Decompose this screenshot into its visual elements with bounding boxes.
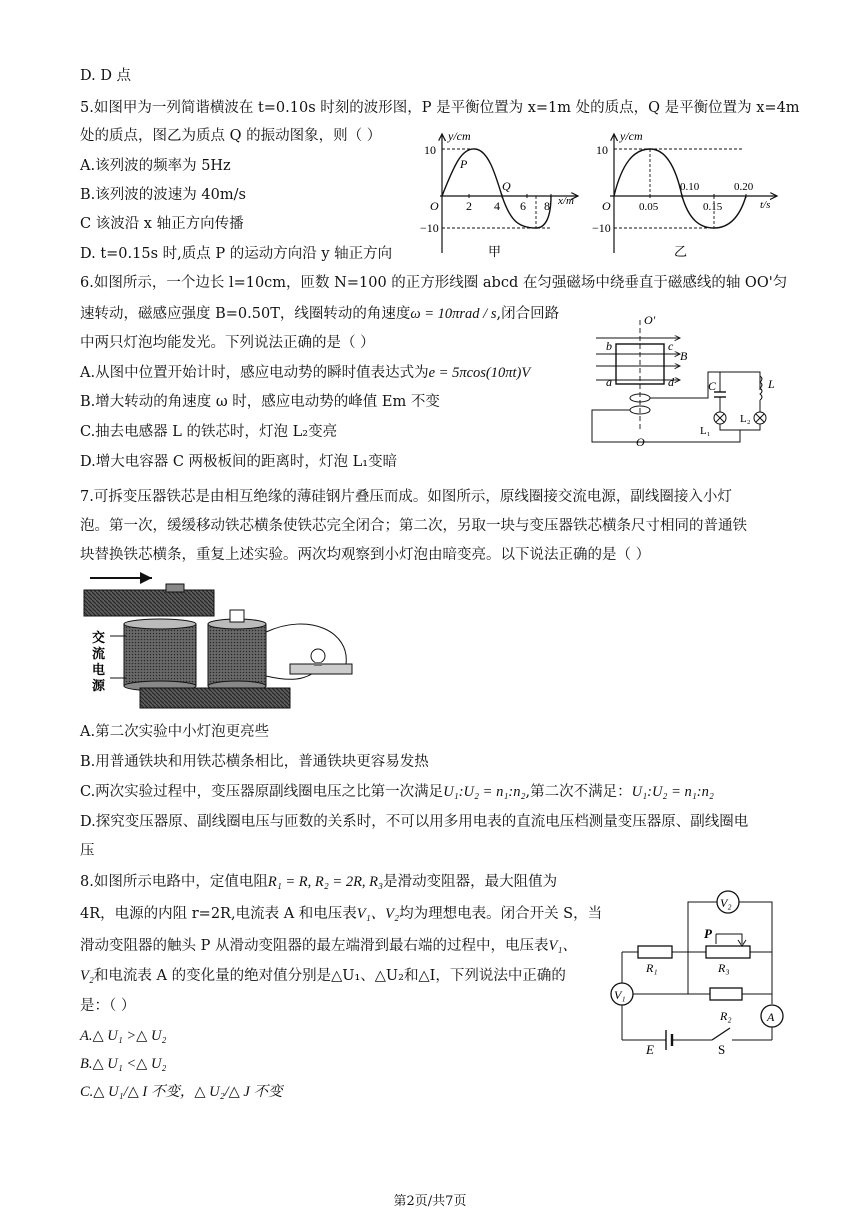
r2-label: R₂ <box>720 1009 732 1023</box>
battery-e-label: E <box>646 1042 654 1055</box>
ac-source-label-4: 源 <box>92 678 106 693</box>
lamp1-label: L₁ <box>700 425 711 437</box>
ac-source-label-2: 流 <box>92 646 106 661</box>
wave-tick-8: 8 <box>544 199 550 213</box>
voltmeter-v1-label: V₁ <box>614 988 626 1002</box>
q5-stem-line2: 处的质点，图乙为质点 Q 的振动图象，则（ ） <box>80 128 382 144</box>
vib-origin: O <box>602 199 611 213</box>
vib-y-min: −10 <box>592 221 611 235</box>
q7-option-b: B.用普通铁块和用铁芯横条相比，普通铁块更容易发热 <box>80 754 429 770</box>
q6-option-a: A.从图中位置开始计时，感应电动势的瞬时值表达式为e = 5πcos(10πt)V <box>80 365 531 381</box>
wave-y-axis-label: y/cm <box>448 129 471 143</box>
q7-option-c: C.两次实验过程中，变压器原副线圈电压之比第一次满足U₁:U₂ = n₁:n₂,第二次不满足：U₁:U₂ = n₁:n₂ <box>80 784 714 800</box>
vib-caption: 乙 <box>674 244 688 259</box>
wave-origin: O <box>430 199 439 213</box>
q5-option-a: A.该列波的频率为 5Hz <box>80 158 231 174</box>
switch-s-label: S <box>718 1042 726 1055</box>
q6-stem-line1: 6.如图所示，一个边长 l=10cm，匝数 N=100 的正方形线圈 abcd 在匀强磁场中绕垂直于磁感线的轴 OO'匀 <box>80 275 788 291</box>
q7-stem-line1: 7.可拆变压器铁芯是由相互绝缘的薄硅钢片叠压而成。如图所示，原线圈接交流电源，副线圈接入小灯 <box>80 489 732 505</box>
vib-tick-005: 0.05 <box>639 201 659 213</box>
vib-tick-010: 0.10 <box>680 181 700 193</box>
q5-option-d: D. t=0.15s 时,质点 P 的运动方向沿 y 轴正方向 <box>80 246 393 262</box>
q8-stem-line2: 4R，电源的内阻 r=2R,电流表 A 和电压表V₁、V₂均为理想电表。闭合开关 S，当 <box>80 906 603 922</box>
wave-x-axis-label: x/m <box>558 195 574 207</box>
axis-o-prime-label: O' <box>644 313 656 327</box>
emf-formula: e = 5πcos(10πt)V <box>428 365 531 381</box>
q6-option-b: B.增大转动的角速度 ω 时，感应电动势的峰值 Em 不变 <box>80 394 440 410</box>
q5-option-c: C 该波沿 x 轴正方向传播 <box>80 216 244 232</box>
q8-option-c: C.△ U₁/△ I 不变，△ U₂/△ J 不变 <box>80 1084 283 1100</box>
wave-graph-figure <box>420 128 585 263</box>
q8-circuit-figure <box>608 880 808 1055</box>
coil-d-label: d <box>668 375 674 389</box>
transformer-figure <box>80 572 370 712</box>
field-b-label: B <box>680 349 688 363</box>
capacitor-label: C <box>708 379 717 393</box>
lamp2-label: L₂ <box>740 413 751 425</box>
wave-y-max: 10 <box>424 143 436 157</box>
vibration-graph-figure <box>592 128 782 263</box>
ac-source-label-1: 交 <box>92 630 106 645</box>
inductor-label: L <box>768 377 775 391</box>
wave-y-min: −10 <box>420 221 439 235</box>
q7-stem-line2: 泡。第一次，缓缓移动铁芯横条使铁芯完全闭合；第二次，另取一块与变压器铁芯横条尺寸相同的普通铁 <box>80 518 747 534</box>
q8-stem-line1: 8.如图所示电路中，定值电阻R₁ = R, R₂ = 2R, R₃是滑动变阻器，最大阻值为 <box>80 874 558 890</box>
slider-p-label: P <box>704 926 712 941</box>
q6-option-d: D.增大电容器 C 两极板间的距离时，灯泡 L₁变暗 <box>80 454 398 470</box>
wave-caption: 甲 <box>488 244 502 259</box>
q4-option-d: D. D 点 <box>80 68 132 84</box>
r3-label: R₃ <box>718 961 730 975</box>
coil-a-label: a <box>606 375 612 389</box>
vib-y-max: 10 <box>596 143 608 157</box>
q8-stem-line5: 是：（ ） <box>80 998 136 1014</box>
point-p-label: P <box>460 157 468 171</box>
q8-stem-line4: V₂和电流表 A 的变化量的绝对值分别是△U₁、△U₂和△I，下列说法中正确的 <box>80 968 566 984</box>
r1-label: R₁ <box>646 961 658 975</box>
q7-option-a: A.第二次实验中小灯泡更亮些 <box>80 724 270 740</box>
q8-stem-line3: 滑动变阻器的触头 P 从滑动变阻器的最左端滑到最右端的过程中，电压表V₁、 <box>80 938 577 954</box>
omega-formula: ω = 10πrad / s <box>410 306 497 322</box>
wave-tick-6: 6 <box>520 199 526 213</box>
vib-tick-015: 0.15 <box>703 201 723 213</box>
coil-b-label: b <box>606 339 612 353</box>
wave-tick-2: 2 <box>466 199 472 213</box>
page-footer: 第2页/共7页 <box>393 1194 467 1209</box>
q5-stem-line1: 5.如图甲为一列简谐横波在 t=0.10s 时刻的波形图，P 是平衡位置为 x=1m 处的质点，Q 是平衡位置为 x=4m <box>80 100 800 116</box>
q7-stem-line3: 块替换铁芯横条，重复上述实验。两次均观察到小灯泡由暗变亮。以下说法正确的是（ ） <box>80 547 651 563</box>
point-q-label: Q <box>502 179 511 193</box>
q8-option-a: A.△ U₁ >△ U₂ <box>80 1028 167 1044</box>
generator-circuit-figure <box>588 310 788 450</box>
q6-option-c: C.抽去电感器 L 的铁芯时，灯泡 L₂变亮 <box>80 424 338 440</box>
vib-tick-020: 0.20 <box>734 181 754 193</box>
q8-option-b: B.△ U₁ <△ U₂ <box>80 1056 167 1072</box>
q7-option-d-line2: 压 <box>80 843 95 859</box>
vib-x-axis-label: t/s <box>760 199 771 211</box>
q6-stem-line2: 速转动，磁感应强度 B=0.50T，线圈转动的角速度ω = 10πrad / s,闭合回路 <box>80 306 560 322</box>
q7-option-d-line1: D.探究变压器原、副线圈电压与匝数的关系时，不可以用多用电表的直流电压档测量变压器原、副线圈电 <box>80 814 749 830</box>
q5-option-b: B.该列波的波速为 40m/s <box>80 187 246 203</box>
wave-tick-4: 4 <box>494 199 500 213</box>
axis-o-label: O <box>636 435 645 449</box>
vib-y-axis-label: y/cm <box>620 129 643 143</box>
ac-source-label-3: 电 <box>92 662 106 677</box>
voltmeter-v2-label: V₂ <box>720 896 732 910</box>
coil-c-label: c <box>668 339 674 353</box>
q6-stem-line3: 中两只灯泡均能发光。下列说法正确的是（ ） <box>80 335 375 351</box>
ammeter-label: A <box>767 1010 775 1024</box>
